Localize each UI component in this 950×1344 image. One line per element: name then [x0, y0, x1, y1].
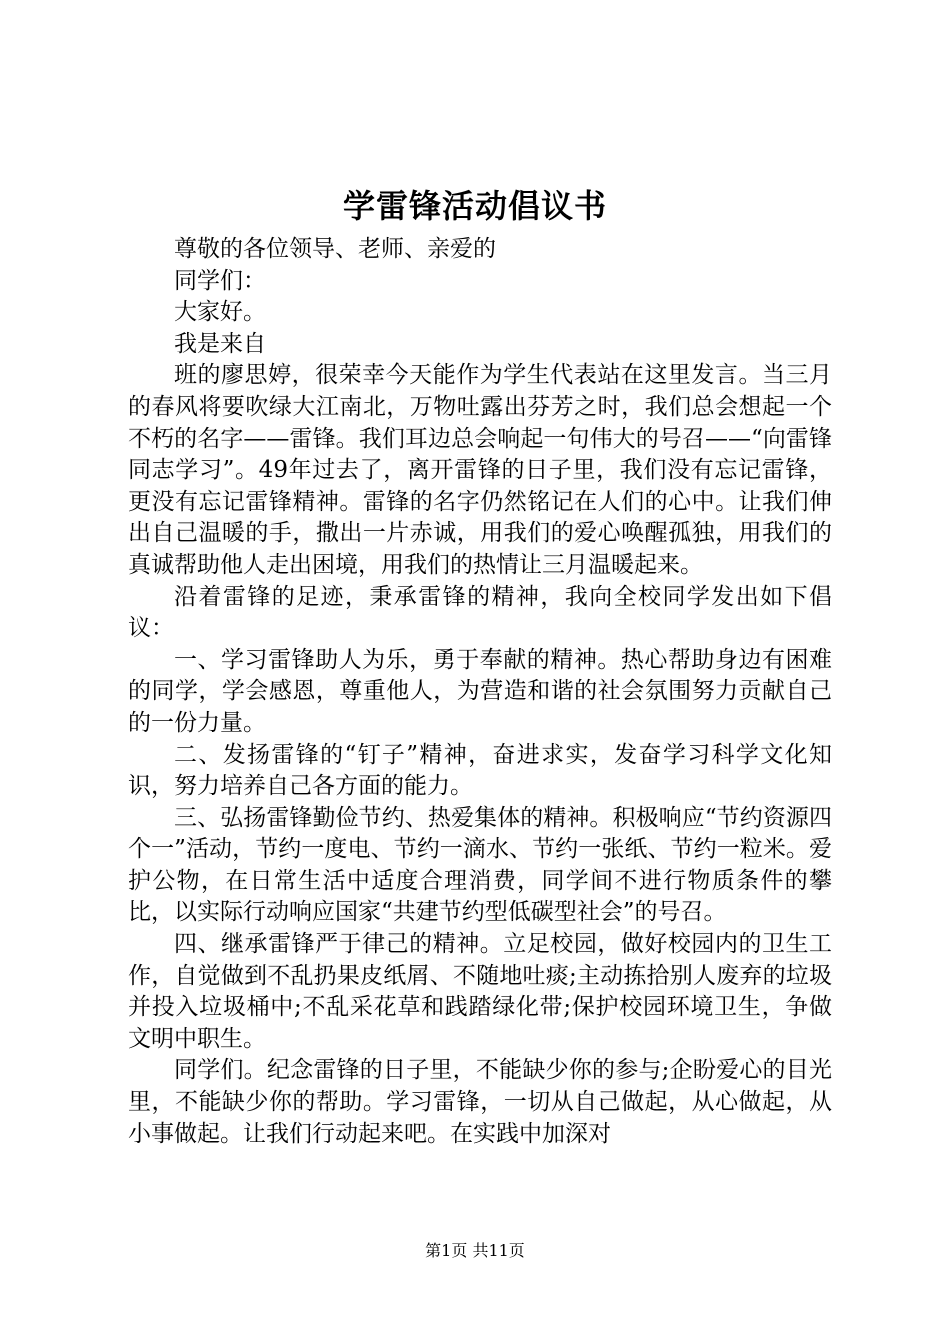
body-paragraph: 沿着雷锋的足迹，秉承雷锋的精神，我向全校同学发出如下倡议：	[128, 583, 832, 642]
proposal-item: 三、弘扬雷锋勤俭节约、热爱集体的精神。积极响应“节约资源四个一”活动，节约一度电、节约一滴水、节约一张纸、节约一粒米。爱护公物，在日常生活中适度合理消费，同学间不进行物质条件的攀比，以实际行动响应国家“共建节约型低碳型社会”的号召。	[128, 804, 832, 926]
proposal-item: 二、发扬雷锋的“钉子”精神，奋进求实，发奋学习科学文化知识，努力培养自己各方面的能力。	[128, 741, 832, 800]
greeting-line: 大家好。	[174, 299, 266, 326]
body-paragraph: 同学们。纪念雷锋的日子里，不能缺少你的参与;企盼爱心的目光里，不能缺少你的帮助。学习雷锋，一切从自己做起，从心做起，从小事做起。让我们行动起来吧。在实践中加深对	[128, 1057, 832, 1147]
document-title: 学雷锋活动倡议书	[342, 187, 607, 225]
proposal-item: 一、学习雷锋助人为乐，勇于奉献的精神。热心帮助身边有困难的同学，学会感恩，尊重他人，为营造和谐的社会氛围努力贡献自己的一份力量。	[128, 646, 832, 736]
proposal-item: 四、继承雷锋严于律己的精神。立足校园，做好校园内的卫生工作，自觉做到不乱扔果皮纸屑、不随地吐痰;主动拣拾别人废弃的垃圾并投入垃圾桶中;不乱采花草和践踏绿化带;保护校园环境卫生，争做文明中职生。	[128, 931, 832, 1052]
salutation-line: 尊敬的各位领导、老师、亲爱的	[174, 236, 496, 262]
intro-line: 我是来自	[174, 330, 266, 357]
salutation-line: 同学们：	[174, 267, 266, 294]
body-paragraph: 班的廖思婷，很荣幸今天能作为学生代表站在这里发言。当三月的春风将要吹绿大江南北，万物吐露出芬芳之时，我们总会想起一个不朽的名字——雷锋。我们耳边总会响起一句伟大的号召——“向雷锋同志学习”。49年过去了，离开雷锋的日子里，我们没有忘记雷锋，更没有忘记雷锋精神。雷锋的名字仍然铭记在人们的心中。让我们伸出自己温暖的手，撒出一片赤诚，用我们的爱心唤醒孤独，用我们的真诚帮助他人走出困境，用我们的热情让三月温暖起来。	[128, 362, 832, 578]
page-number-footer: 第1页 共11页	[425, 1241, 525, 1260]
document-body	[128, 234, 832, 1150]
